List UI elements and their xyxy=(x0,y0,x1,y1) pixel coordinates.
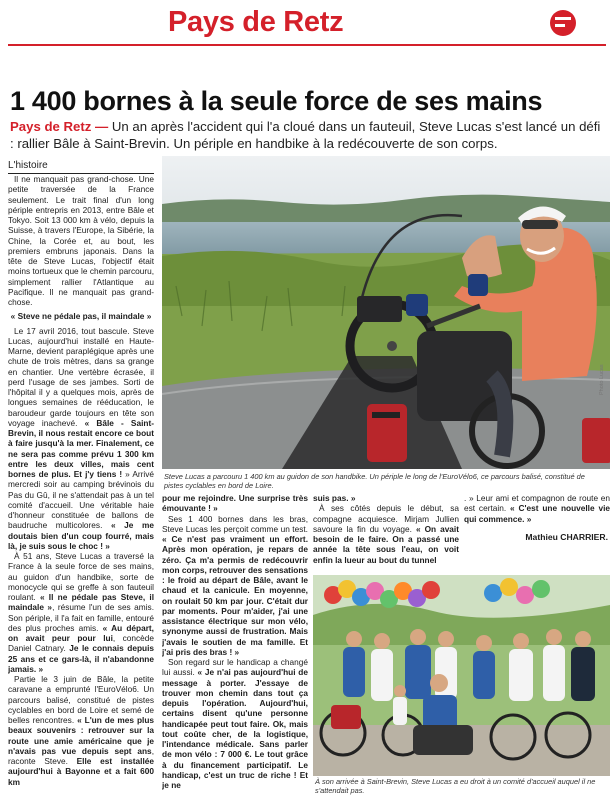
article-column-3 xyxy=(313,493,459,573)
paragraph: Ses 1 400 bornes dans les bras, Steve Lucas les perçoit comme un test. « Ce n'est pas vraiment un effort. Après mon opération, je repars de zéro. Ça m'a permis de redécouvrir mon corps, retrouver des sensations : le froid au départ de Bâle, avant le chaud et la canicule. En moyenne, on roulait 50 km par jour. C'était dur par moments. Pour m'aider, j'ai une assistance électrique sur mon vélo, synonyme aussi de frustration. Mais j'avais le soutien de ma famille. Et j'ai pris des bras ! » xyxy=(162,513,308,657)
paragraph: . » Leur ami et compagnon de route en est certain. « C'est une nouvelle vie qui commence. » xyxy=(464,493,610,524)
rubric-label: L'histoire xyxy=(8,160,154,174)
paragraph: Partie le 3 juin de Bâle, la petite caravane a emprunté l'EuroVélo6. Un parcours balisé, constitué de pistes cyclables en bord de Loire et semé de belles rencontres. « L'un de mes plus beaux souvenirs : retrouver sur la route une amie américaine que je n'avais pas vue depuis sept ans, raconte Steve. Elle est installée aujourd'hui à Bayonne et a fait 600 km xyxy=(8,674,154,787)
article-lead xyxy=(10,119,606,152)
photo-handbike-rider-image xyxy=(162,156,610,469)
lead-location: Pays de Retz — xyxy=(10,119,109,134)
paragraph: Le 17 avril 2016, tout bascule. Steve Lucas, aujourd'hui installé en Haute-Marne, devient paraplégique après une chute de trois mètres, dans sa grange en chantier. Une vertèbre écrasée, il perd l'usage de ses jambes. Sorti de l'hôpital il y a quelques mois, après de longues semaines de rééducation, le baroudeur garde toujours en tête son voyage inachevé. « Bâle - Saint-Brevin, il nous restait encore ce bout à faire jusqu'à la mer. Finalement, ce ne sera pas comme prévu 1 300 km entre les deux villes, mais cent bornes de plus. Et j'y tiens ! » Arrivé mercredi soir au camping brévinois du Pas du Gû, il ne s'attendait pas à un tel comité d'accueil. Une véritable haie d'honneur constituée de ballons de baudruche multicolores. « Je me doutais bien d'un coup fourré, mais là, je suis sous le choc ! » xyxy=(8,325,154,551)
article-headline: 1 400 bornes à la seule force de ses mains xyxy=(10,86,543,116)
intertitle: « Steve ne pédale pas, il maindale » xyxy=(10,311,152,322)
section-title: Pays de Retz xyxy=(168,6,344,38)
photo-handbike-rider xyxy=(162,156,610,469)
paragraph: pour me rejoindre. Une surprise très émouvante ! » xyxy=(162,493,308,514)
author-signature: Mathieu CHARRIER. xyxy=(525,532,608,542)
photo-welcome-group-image xyxy=(313,575,610,776)
photo-caption-2: À son arrivée à Saint-Brevin, Steve Lucas a eu droit à un comité d'accueil auquel il ne s'attendait pas. xyxy=(315,777,596,795)
paragraph: Son regard sur le handicap a changé lui aussi. « Je n'ai pas aujourd'hui de message à porter. J'essaye de trouver mon chemin dans tout ça depuis l'opération. Aujourd'hui, certains disent qu'une personne handicapée peut tout faire. Ok, mais tout coûte cher, de la logistique, l'intendance médicale. Sans parler de mon vélo : 7 000 €. Le tout grâce à du financement participatif. Le handicap, c'est un truc de riche ! Et je ne xyxy=(162,657,308,790)
lead-text: Un an après l'accident qui l'a cloué dans un fauteuil, Steve Lucas s'est lancé un défi : rallier Bâle à Saint-Brevin. Un périple en handbike à la redécouverte de son corps. xyxy=(10,119,601,151)
paragraph: suis pas. » xyxy=(313,493,356,503)
paragraph: Il ne manquait pas grand-chose. Une petite traversée de la France seulement. Le trait final d'un long périple entrepris en 2013, entre Bâle et Tokyo. Soit 13 000 km à vélo, depuis la Suisse, à travers l'Europe, la Sibérie, la Chine, la Corée et, au bout, les premiers embruns japonais. Dans la tête de Steve Lucas, l'objectif était moins tortueux que le chemin parcouru, simplement rallier l'Atlantique au Pacifique. Il ne manquait pas grand-chose. xyxy=(8,174,154,307)
header-rule xyxy=(8,44,606,46)
paragraph: À ses côtés depuis le début, sa compagne acquiesce. Mirjam Jullien savoure la fin du voyage. « On avait besoin de le faire. On a passé une année la tête sous l'eau, on voit enfin la lueur au bout du tunnel xyxy=(313,503,459,565)
newspaper-logo-icon xyxy=(550,10,576,36)
photo-caption-1: Steve Lucas a parcouru 1 400 km au guidon de son handbike. Un périple le long de l'EuroVélo6, ce parcours balisé, constitué de pistes cyclables en bord de Loire. xyxy=(164,472,585,490)
paragraph: À 51 ans, Steve Lucas a traversé la France à la seule force de ses mains, au guidon d'un handbike, sorte de monocycle qui se greffe à son fauteuil roulant. « Il ne pédale pas Steve, il maindale », résume l'un de ses amis. Son périple, il l'a fait en famille, entouré des plus proches amis. « Au départ, on avait peur pour lui, concède Daniel Catnary. Je le connais depuis 25 ans et ce gars-là, il n'abandonne jamais. » xyxy=(8,551,154,674)
photo-credit: Photo Lucas xyxy=(599,364,605,395)
article-column-2 xyxy=(162,493,308,796)
article-column-1 xyxy=(8,174,154,796)
photo-welcome-group xyxy=(313,575,610,776)
